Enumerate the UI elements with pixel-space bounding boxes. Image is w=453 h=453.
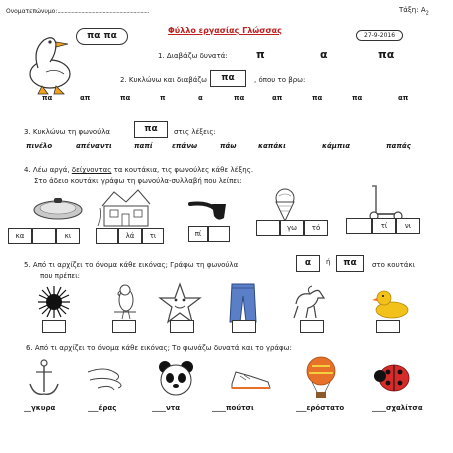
ex1-letter-a: α	[320, 48, 328, 61]
ex6-instruction: 6. Από τι αρχίζει το όνομα κάθε εικόνας; Το φωνάζω δυνατά και το γράφω:	[26, 344, 292, 352]
house-image	[96, 186, 154, 228]
syllable[interactable]: α	[198, 94, 203, 102]
ex5-instruction-2: που πρέπει:	[40, 272, 80, 280]
syllable[interactable]: π	[160, 94, 166, 102]
ex6-word[interactable]: ___έρας	[88, 404, 117, 412]
ex6-word[interactable]: __γκυρα	[24, 404, 56, 412]
word[interactable]: απέναντι	[76, 142, 112, 150]
goose-image	[20, 28, 82, 96]
word[interactable]: επάνω	[172, 142, 198, 150]
ex4-instruction-2: Στο άδειο κουτάκι γράφω τη φωνούλα-συλλαβή που λείπει:	[34, 177, 242, 185]
syllable-box: τό	[304, 220, 328, 236]
ex6-word[interactable]: ____σχαλίτσα	[372, 404, 423, 412]
ex3-instruction-end: στις λέξεις:	[174, 128, 216, 136]
word[interactable]: πινέλο	[26, 142, 53, 150]
syllable-box: τί	[372, 218, 396, 234]
anchor-image	[26, 358, 62, 398]
ex4-instruction-1: 4. Λέω αργά, δείχνοντας τα κουτάκια, τις φωνούλες κάθε λέξης.	[24, 166, 254, 174]
sea-urchin-image	[36, 284, 72, 320]
syllable[interactable]: πα	[42, 94, 53, 102]
answer-box[interactable]	[32, 228, 56, 244]
ex6-word[interactable]: ____ντα	[152, 404, 181, 412]
star-image	[158, 282, 202, 324]
syllable-box: τι	[142, 228, 164, 244]
word[interactable]: καπάκι	[258, 142, 286, 150]
answer-box[interactable]	[376, 320, 400, 333]
ex6-word[interactable]: ___ερόστατο	[296, 404, 345, 412]
answer-box[interactable]	[42, 320, 66, 333]
syllable[interactable]: απ	[398, 94, 409, 102]
ex5-instruction-1: 5. Από τι αρχίζει το όνομα κάθε εικόνας; Γράφω τη φωνούλα	[24, 261, 239, 269]
syllable-box: κι	[56, 228, 80, 244]
ex1-instruction: 1. Διαβάζω δυνατά:	[158, 52, 228, 60]
ex1-letter-p: π	[256, 48, 265, 61]
class-label: Τάξη: $A_2$	[399, 6, 429, 17]
ex2-instruction: 2. Κυκλώνω και διαβάζω	[120, 76, 208, 84]
syllable[interactable]: πα	[312, 94, 323, 102]
answer-box[interactable]	[256, 220, 280, 236]
ex1-syllable-pa: πα	[378, 48, 395, 61]
ex5-box-a: α	[296, 255, 320, 272]
answer-box[interactable]	[208, 226, 230, 242]
hot-air-balloon-image	[304, 356, 338, 400]
rubber-duck-image	[372, 286, 412, 320]
syllable-box: γω	[280, 220, 304, 236]
shoe-image	[228, 366, 274, 392]
answer-box[interactable]	[112, 320, 136, 333]
ice-cream-image	[270, 188, 300, 222]
jeans-image	[228, 282, 258, 324]
ex3-instruction: 3. Κυκλώνω τη φωνούλα	[24, 128, 111, 136]
answer-box[interactable]	[96, 228, 118, 244]
answer-box[interactable]	[232, 320, 256, 333]
syllable[interactable]: απ	[80, 94, 91, 102]
syllable[interactable]: απ	[272, 94, 283, 102]
syllable-box: κα	[8, 228, 32, 244]
ex5-instruction-end: στο κουτάκι	[372, 261, 415, 269]
syllable[interactable]: πα	[352, 94, 363, 102]
syllable[interactable]: πα	[120, 94, 131, 102]
answer-box[interactable]	[300, 320, 324, 333]
page-title: Φύλλο εργασίας Γλώσσας	[168, 26, 282, 35]
air-image	[84, 362, 128, 394]
parrot-image	[110, 282, 140, 320]
word[interactable]: πάω	[220, 142, 237, 150]
syllable-box: νι	[396, 218, 420, 234]
word[interactable]: παπί	[134, 142, 153, 150]
date-badge: 27-9-2016	[356, 30, 403, 41]
answer-box[interactable]	[170, 320, 194, 333]
panda-image	[156, 358, 196, 398]
ex2-target-box: πα	[210, 70, 246, 87]
word[interactable]: παπάς	[386, 142, 411, 150]
ex2-instruction-end: , όπου το βρω:	[254, 76, 306, 84]
answer-box[interactable]	[346, 218, 372, 234]
pot-lid-image	[30, 192, 86, 222]
name-label: Ονοματεπώνυμο:.................................................................	[6, 8, 149, 15]
ex5-box-pa: πα	[336, 255, 364, 272]
speech-bubble: πα πα	[76, 28, 128, 45]
word[interactable]: κάμπια	[322, 142, 351, 150]
ladybug-image	[372, 360, 412, 394]
scooter-image	[362, 182, 406, 222]
pipe-image	[186, 196, 232, 222]
ex5-or: ή	[326, 258, 331, 266]
syllable-box: πί	[188, 226, 208, 242]
ex6-word[interactable]: ____πούτσι	[212, 404, 254, 412]
ex3-target-box: πα	[134, 121, 168, 138]
horse-image	[288, 284, 328, 320]
syllable[interactable]: πα	[234, 94, 245, 102]
syllable-box: λά	[118, 228, 142, 244]
